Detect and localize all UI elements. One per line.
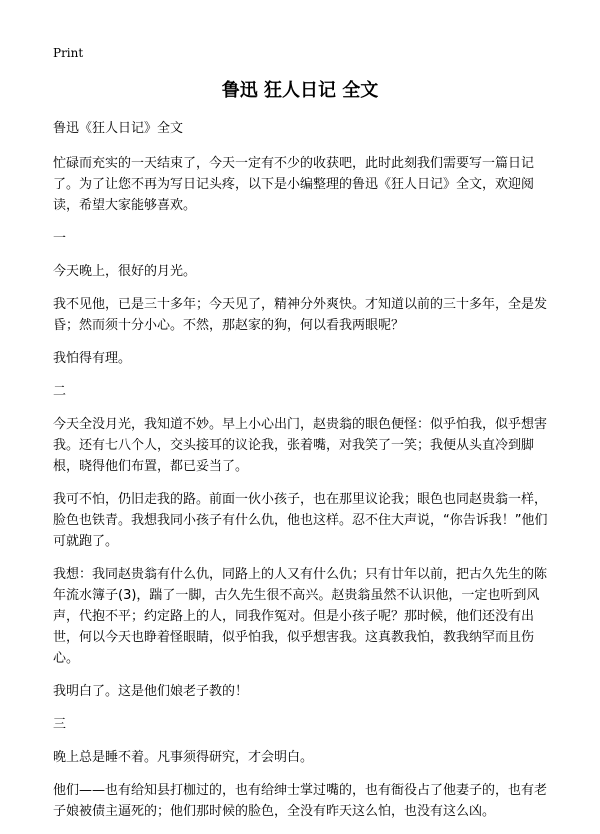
paragraph: 他们——也有给知县打枷过的，也有给绅士掌过嘴的，也有衙役占了他妻子的，也有老子娘被债主逼死的；他们那时候的脸色，全没有昨天这么怕，也没有这么凶。 [53,783,548,819]
section-heading-2: 二 [53,384,67,399]
page-title: 鲁迅 狂人日记 全文 [221,80,379,101]
paragraph: 我想：我同赵贵翁有什么仇，同路上的人又有什么仇；只有廿年以前，把古久先生的陈年流水簿子(3)，踹了一脚，古久先生很不高兴。赵贵翁虽然不认识他，一定也听到风声，代抱不平；约定路上的人，同我作冤对。但是小孩子呢？那时候，他们还没有出世，何以今天也睁着怪眼睛，似乎怕我，似乎想害我。这真教我怕，教我纳罕而且伤心。 [53,567,548,666]
paragraph: 今天全没月光，我知道不妙。早上小心出门，赵贵翁的眼色便怪：似乎怕我，似乎想害我。还有七八个人，交头接耳的议论我，张着嘴，对我笑了一笑；我便从头直冷到脚根，晓得他们布置，都已妥当了。 [53,417,548,474]
article-subtitle: 鲁迅《狂人日记》全文 [53,121,184,136]
intro-paragraph: 忙碌而充实的一天结束了，今天一定有不少的收获吧，此时此刻我们需要写一篇日记了。为了让您不再为写日记头疼，以下是小编整理的鲁迅《狂人日记》全文，欢迎阅读，希望大家能够喜欢。 [53,156,535,213]
paragraph: 我明白了。这是他们娘老子教的！ [53,684,249,699]
paragraph: 我不见他，已是三十多年；今天见了，精神分外爽快。才知道以前的三十多年，全是发昏；然而须十分小心。不然，那赵家的狗，何以看我两眼呢？ [53,297,548,333]
article-body [53,118,549,834]
paragraph: 今天晚上，很好的月光。 [53,264,197,279]
print-link[interactable]: Print [53,46,84,60]
paragraph: 我怕得有理。 [53,351,132,366]
paragraph: 晚上总是睡不着。凡事须得研究，才会明白。 [53,750,314,765]
section-heading-1: 一 [53,231,67,246]
paragraph: 我可不怕，仍旧走我的路。前面一伙小孩子，也在那里议论我；眼色也同赵贵翁一样，脸色也铁青。我想我同小孩子有什么仇，他也这样。忍不住大声说，“你告诉我！”他们可就跑了。 [53,492,548,549]
section-heading-3: 三 [53,717,67,732]
